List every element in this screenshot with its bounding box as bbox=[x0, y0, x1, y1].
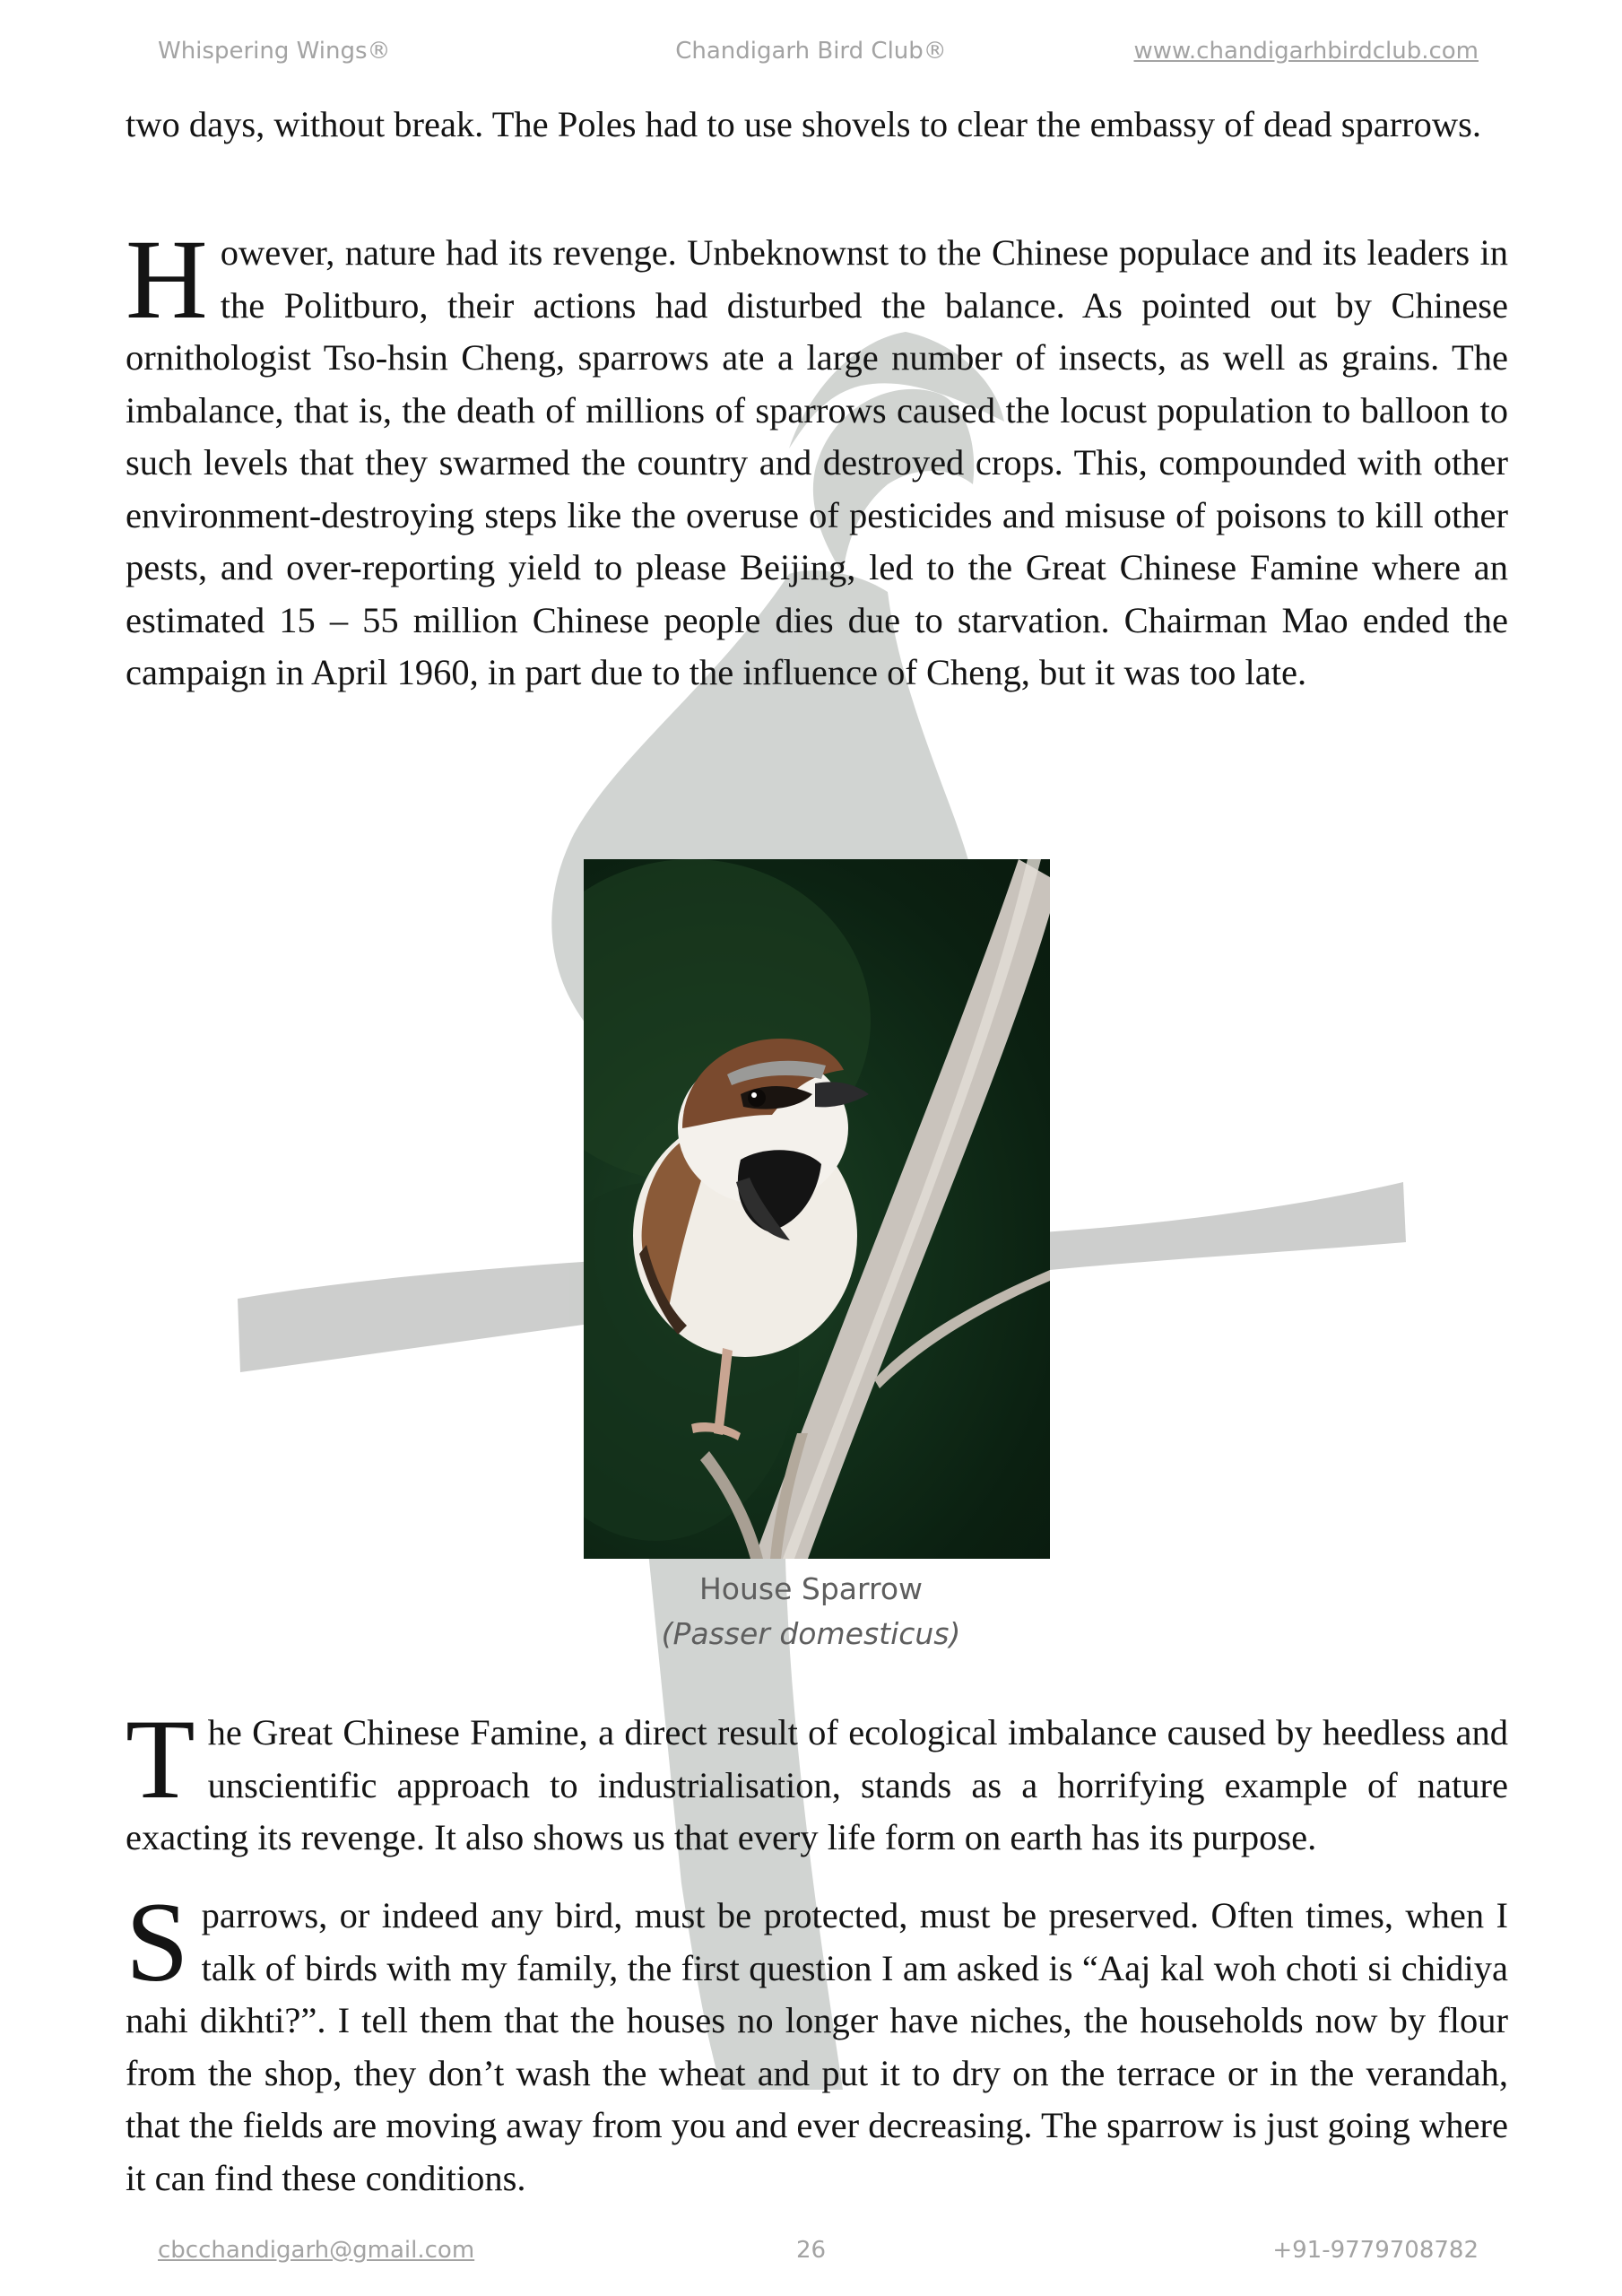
paragraph-3-text: he Great Chinese Famine, a direct result of ecological imbalance caused by heedless and unscientific approach to industrialisation, stands as a horrifying example of nature exacting its revenge. It also shows us that every life form on earth has its purpose. bbox=[126, 1712, 1508, 1857]
footer-email-link[interactable]: cbcchandigarh@gmail.com bbox=[158, 2237, 475, 2264]
paragraph-4 bbox=[126, 1880, 1508, 2205]
drop-cap: S bbox=[126, 1880, 189, 2005]
paragraph-1: two days, without break. The Poles had to use shovels to clear the embassy of dead sparrows. bbox=[126, 104, 1482, 144]
page-number: 26 bbox=[795, 2237, 827, 2264]
paragraph-3 bbox=[126, 1697, 1508, 1865]
page-footer bbox=[0, 2237, 1622, 2273]
paragraph-2-text: owever, nature had its revenge. Unbeknownst to the Chinese populace and its leaders in the Politburo, their actions had disturbed the balance. As pointed out by Chinese ornithologist Tso-hsin Cheng, sparrows ate a large number of insects, as well as grains. The imbalance, that is, the death of millions of sparrows caused the locust population to balloon to such levels that they swarmed the country and destroyed crops. This, compounded with other environment-destroying steps like the overuse of pesticides and misuse of poisons to kill other pests, and over-reporting yield to please Beijing, led to the Great Chinese Famine where an estimated 15 – 55 million Chinese people dies due to starvation. Chairman Mao ended the campaign in April 1960, in part due to the influence of Cheng, but it was too late. bbox=[126, 232, 1508, 692]
header-website-link[interactable]: www.chandigarhbirdclub.com bbox=[1133, 38, 1479, 65]
drop-cap: H bbox=[126, 217, 208, 343]
sparrow-illustration bbox=[584, 859, 1050, 1559]
header-club: Chandigarh Bird Club® bbox=[675, 38, 947, 65]
header-publication: Whispering Wings® bbox=[158, 38, 391, 65]
paragraph-4-text: parrows, or indeed any bird, must be protected, must be preserved. Often times, when I talk of birds with my family, the first question I am asked is “Aaj kal woh choti si chidiya nahi dikhti?”. I tell them that the houses no longer have niches, the households now by flour from the shop, they don’t wash the wheat and put it to dry on the terrace or in the verandah, that the fields are moving away from you and ever decreasing. The sparrow is just going where it can find these conditions. bbox=[126, 1895, 1508, 2198]
drop-cap: T bbox=[126, 1697, 195, 1822]
footer-phone: +91-9779708782 bbox=[1272, 2237, 1479, 2264]
paragraph-2 bbox=[126, 217, 1508, 700]
page-header bbox=[0, 38, 1622, 74]
photo-caption-scientific-name: (Passer domesticus) bbox=[661, 1616, 961, 1651]
house-sparrow-photo bbox=[584, 859, 1050, 1559]
photo-caption-common-name: House Sparrow bbox=[698, 1571, 924, 1606]
